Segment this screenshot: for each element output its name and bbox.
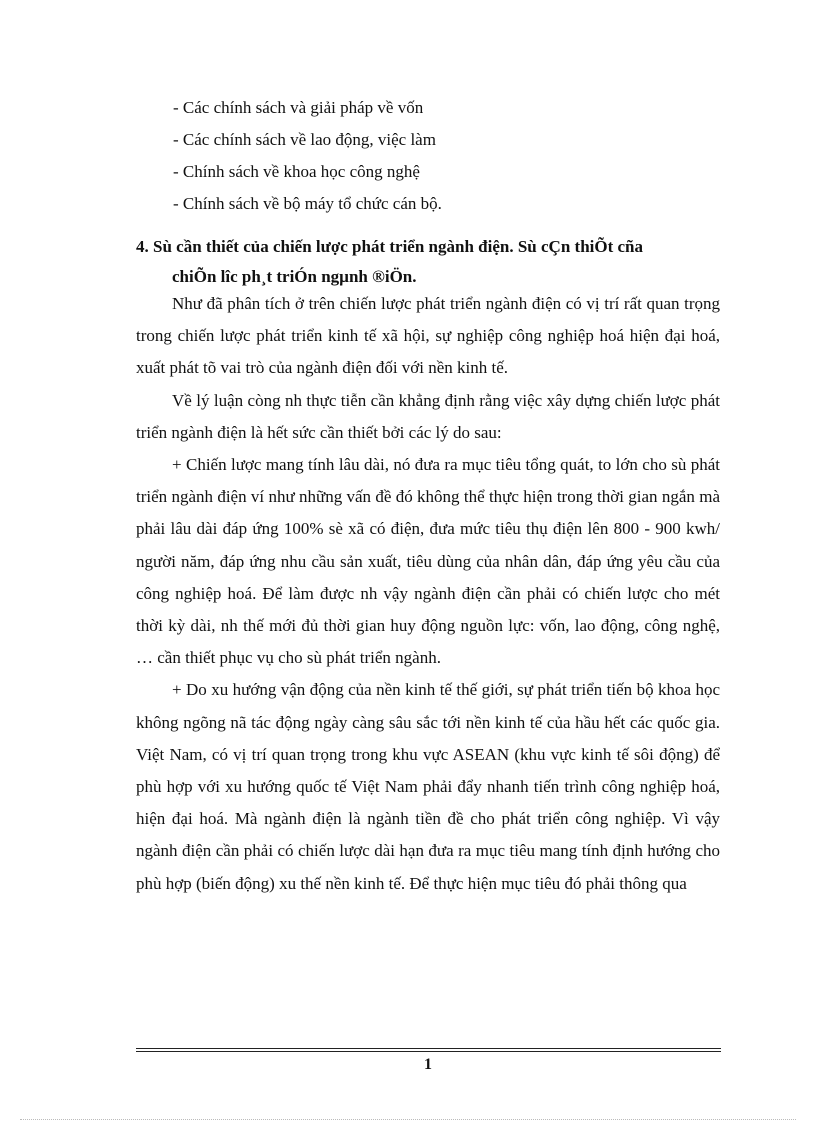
policy-bullet-list: [173, 96, 442, 224]
paragraph: + Chiến lược mang tính lâu dài, nó đưa ra mục tiêu tổng quát, to lớn cho sù phát triển ngành điện ví như những vấn đề đó không thể thực hiện trong thời gian ngắn mà phải lâu dài đáp ứng 100% sè xã có điện, đưa mức tiêu thụ điện lên 800 - 900 kwh/ người năm, đáp ứng nhu cầu sản xuất, tiêu dùng của nhân dân, đáp ứng yêu cầu của công nghiệp hoá. Để làm được nh vậy ngành điện cần phải có chiến lược cho mét thời kỳ dài, nh thế mới đủ thời gian huy động nguồn lực: vốn, lao động, công nghệ, … cần thiết phục vụ cho sù phát triển ngành.: [136, 455, 720, 668]
footer-double-rule: [136, 1048, 721, 1052]
paragraph: + Do xu hướng vận động của nền kinh tế thế giới, sự phát triển tiến bộ khoa học không ngõng nã tác động ngày càng sâu sắc tới nền kinh tế của hầu hết các quốc gia. Việt Nam, có vị trí quan trọng trong khu vực ASEAN (khu vực kinh tế sôi động) để phù hợp với xu hướng quốc tế Việt Nam phải đẩy nhanh tiến trình công nghiệp hoá, hiện đại hoá. Mà ngành điện là ngành tiền đề cho phát triển công nghiệp. Vì vậy ngành điện cần phải có chiến lược dài hạn đưa ra mục tiêu mang tính định hướng cho phù hợp (biến động) xu thế nền kinh tế. Để thực hiện mục tiêu đó phải thông qua: [136, 680, 720, 893]
bullet-item: - Các chính sách và giải pháp về vốn: [173, 98, 424, 117]
paragraph: Về lý luận còng nh thực tiễn cần khẳng định rằng việc xây dựng chiến lược phát triển ngành điện là hết sức cần thiết bởi các lý do sau:: [136, 390, 720, 442]
body-text: [136, 288, 720, 900]
paragraph: Như đã phân tích ở trên chiến lược phát triển ngành điện có vị trí rất quan trọng trong chiến lược phát triển kinh tế xã hội, sự nghiệp công nghiệp hoá hiện đại hoá, xuất phát tõ vai trò của ngành điện đối với nền kinh tế.: [136, 294, 720, 378]
section-heading-line-1: 4. Sù cần thiết của chiến lược phát triển ngành điện. Sù cÇn thiÕt cña: [136, 237, 644, 256]
section-heading: [136, 232, 726, 292]
section-heading-line-2: chiÕn lîc ph¸t triÓn ngµnh ®iÖn.: [172, 267, 417, 286]
bullet-item: - Chính sách về bộ máy tổ chức cán bộ.: [173, 194, 442, 213]
bullet-item: - Chính sách về khoa học công nghệ: [173, 162, 420, 181]
page-number: 1: [424, 1056, 432, 1073]
page-bottom-edge: [20, 1119, 796, 1120]
bullet-item: - Các chính sách về lao động, việc làm: [173, 130, 436, 149]
